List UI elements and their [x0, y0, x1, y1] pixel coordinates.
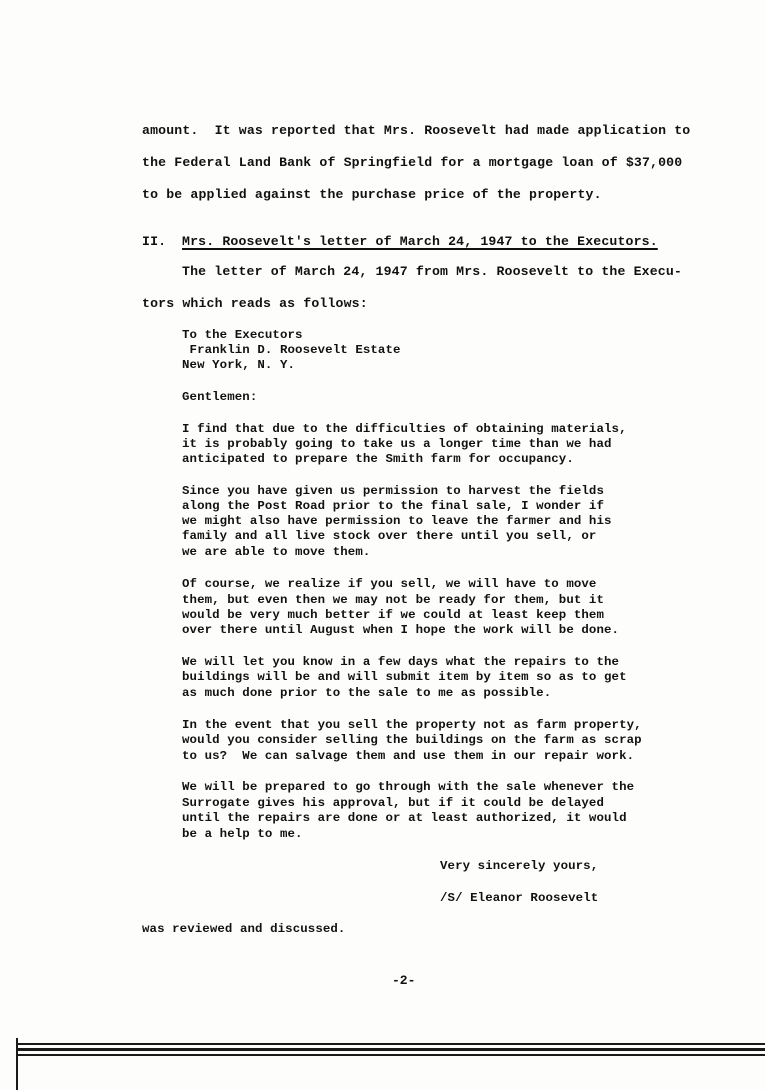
letter-line: We will let you know in a few days what the repairs to the — [182, 655, 620, 669]
address-line-3: New York, N. Y. — [182, 358, 296, 372]
letter-line: I find that due to the difficulties of obtaining materials, — [182, 422, 627, 436]
body-line-3: to be applied against the purchase price of the property. — [142, 187, 602, 202]
page-number: -2- — [392, 973, 416, 988]
bottom-rule — [18, 1043, 765, 1045]
address-line-2: Franklin D. Roosevelt Estate — [182, 343, 401, 357]
letter-line: Since you have given us permission to harvest the fields — [182, 484, 604, 498]
letter-line: until the repairs are done or at least authorized, it would — [182, 811, 627, 825]
letter-line: we are able to move them. — [182, 545, 371, 559]
bottom-rule — [18, 1054, 765, 1056]
letter-line: anticipated to prepare the Smith farm for occupancy. — [182, 452, 574, 466]
salutation: Gentlemen: — [182, 390, 258, 404]
letter-line: them, but even then we may not be ready for them, but it — [182, 593, 604, 607]
intro-line-1: The letter of March 24, 1947 from Mrs. Roosevelt to the Execu- — [182, 264, 682, 279]
bottom-rule — [18, 1048, 765, 1051]
letter-line: Surrogate gives his approval, but if it could be delayed — [182, 796, 604, 810]
body-line-2: the Federal Land Bank of Springfield for a mortgage loan of $37,000 — [142, 155, 683, 170]
closing: Very sincerely yours, — [440, 859, 599, 873]
letter-line: would you consider selling the buildings on the farm as scrap — [182, 733, 642, 747]
letter-line: Of course, we realize if you sell, we will have to move — [182, 577, 597, 591]
letter-line: We will be prepared to go through with the sale whenever the — [182, 780, 635, 794]
letter-line: as much done prior to the sale to me as possible. — [182, 686, 552, 700]
letter-line: buildings will be and will submit item by item so as to get — [182, 670, 627, 684]
after-letter-text: was reviewed and discussed. — [142, 922, 346, 936]
section-number: II. — [142, 234, 167, 249]
letter-line: along the Post Road prior to the final sale, I wonder if — [182, 499, 604, 513]
letter-line: be a help to me. — [182, 827, 303, 841]
address-line-1: To the Executors — [182, 328, 303, 342]
section-title: Mrs. Roosevelt's letter of March 24, 1947 to the Executors. — [182, 234, 658, 249]
letter-line: it is probably going to take us a longer time than we had — [182, 437, 612, 451]
signature: /S/ Eleanor Roosevelt — [440, 891, 599, 905]
body-line-1: amount. It was reported that Mrs. Roosevelt had made application to — [142, 123, 691, 138]
letter-line: over there until August when I hope the work will be done. — [182, 623, 620, 637]
letter-line: family and all live stock over there until you sell, or — [182, 529, 597, 543]
intro-line-2: tors which reads as follows: — [142, 296, 368, 311]
left-rule — [16, 1038, 18, 1090]
letter-line: In the event that you sell the property not as farm property, — [182, 718, 642, 732]
letter-line: would be very much better if we could at least keep them — [182, 608, 604, 622]
letter-line: we might also have permission to leave the farmer and his — [182, 514, 612, 528]
letter-line: to us? We can salvage them and use them in our repair work. — [182, 749, 635, 763]
